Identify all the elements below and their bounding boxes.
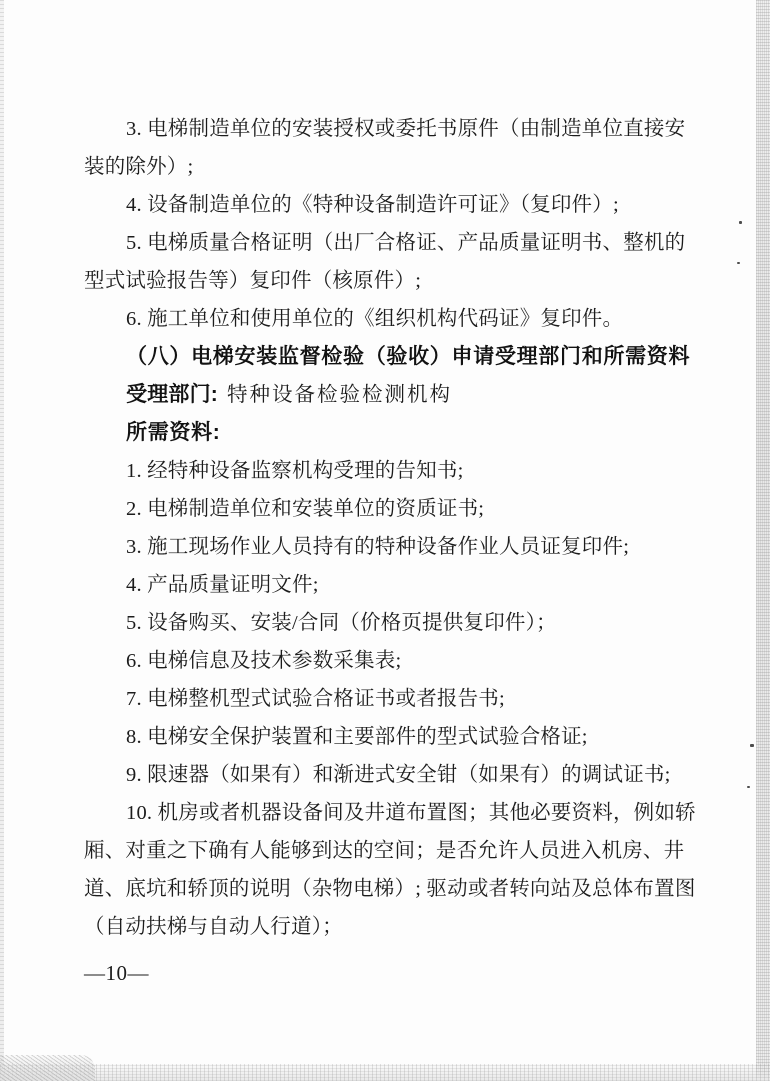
list-b-item-10-line-4: （自动扶梯与自动人行道）； (84, 916, 343, 938)
scan-edge-bottom (0, 1064, 770, 1081)
list-b-item-2: 2. 电梯制造单位和安装单位的资质证书; (126, 498, 485, 520)
document-body (84, 110, 706, 946)
list-b-item-10-line-3: 道、底坑和轿顶的说明（杂物电梯）; 驱动或者转向站及总体布置图 (84, 878, 696, 900)
list-a-item-5-line-1: 5. 电梯质量合格证明（出厂合格证、产品质量证明书、整机的 (126, 232, 686, 254)
list-a-item-5-line-2: 型式试验报告等）复印件（核原件）; (84, 270, 422, 292)
list-b-item-1: 1. 经特种设备监察机构受理的告知书; (126, 460, 464, 482)
scan-speck (737, 262, 740, 264)
scan-edge-right (756, 0, 770, 1081)
list-b-item-3: 3. 施工现场作业人员持有的特种设备作业人员证复印件; (126, 536, 630, 558)
scan-speck (750, 744, 754, 747)
page-number: —10— (84, 961, 149, 985)
scan-speck (739, 221, 742, 224)
list-a-item-3-line-1: 3. 电梯制造单位的安装授权或委托书原件（由制造单位直接安 (126, 118, 686, 140)
list-b-item-4: 4. 产品质量证明文件; (126, 574, 319, 596)
accepting-department-label: 受理部门: (126, 383, 218, 406)
list-b-item-10-line-2: 厢、对重之下确有人能够到达的空间；是否允许人员进入机房、井 (84, 840, 685, 862)
list-b-item-6: 6. 电梯信息及技术参数采集表; (126, 650, 402, 672)
scan-edge-left (0, 0, 4, 1081)
list-b-item-7: 7. 电梯整机型式试验合格证书或者报告书; (126, 688, 505, 710)
list-a-item-4: 4. 设备制造单位的《特种设备制造许可证》（复印件）; (126, 194, 619, 216)
list-b-item-10-line-1: 10. 机房或者机器设备间及井道布置图；其他必要资料，例如轿 (126, 802, 696, 824)
list-b-item-5: 5. 设备购买、安装/合同（价格页提供复印件）； (126, 612, 557, 634)
list-b-item-9: 9. 限速器（如果有）和渐进式安全钳（如果有）的调试证书; (126, 764, 671, 786)
scan-corner-blotch (0, 1055, 95, 1081)
list-b-item-8: 8. 电梯安全保护装置和主要部件的型式试验合格证; (126, 726, 588, 748)
required-materials-label: 所需资料: (126, 421, 221, 444)
list-a-item-6: 6. 施工单位和使用单位的《组织机构代码证》复印件。 (126, 308, 624, 330)
list-a-item-3-line-2: 装的除外）; (84, 156, 194, 178)
section-heading: （八）电梯安装监督检验（验收）申请受理部门和所需资料 (126, 345, 691, 368)
accepting-department (84, 376, 706, 414)
scan-speck (747, 786, 750, 788)
accepting-department-value: 特种设备检验检测机构 (227, 384, 452, 406)
